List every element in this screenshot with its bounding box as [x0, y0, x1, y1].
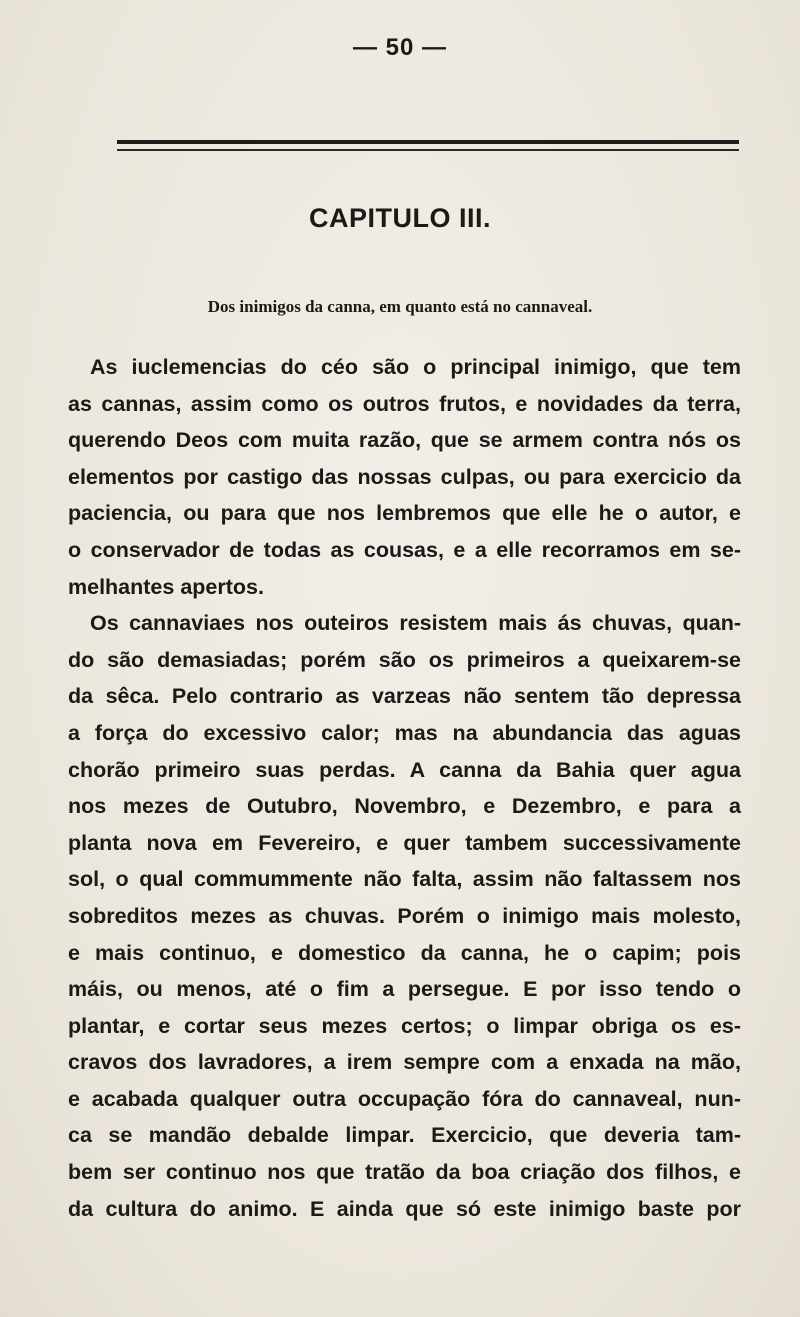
text-line: da sêca. Pelo contrario as varzeas não sentem tão depressa: [68, 684, 741, 709]
text-line: e acabada qualquer outra occupação fóra do cannaveal, nun-: [68, 1086, 741, 1111]
text-line: ca se mandão debalde limpar. Exercicio, que deveria tam-: [68, 1123, 741, 1148]
text-line: planta nova em Fevereiro, e quer tambem successivamente: [68, 830, 741, 855]
header-rule-thin: [117, 149, 739, 151]
text-line: do são demasiadas; porém são os primeiros a queixarem-se: [68, 647, 741, 672]
text-line: melhantes apertos.: [68, 574, 264, 599]
text-line: máis, ou menos, até o fim a persegue. E por isso tendo o: [68, 977, 741, 1002]
text-line: e mais continuo, e domestico da canna, he o capim; pois: [68, 940, 741, 965]
header-rule-thick: [117, 140, 739, 144]
header-rule: [117, 140, 739, 156]
page-number: — 50 —: [352, 34, 448, 61]
text-line: as cannas, assim como os outros frutos, e novidades da terra,: [68, 391, 741, 416]
text-line: a força do excessivo calor; mas na abundancia das aguas: [68, 720, 741, 745]
text-line: sobreditos mezes as chuvas. Porém o inimigo mais molesto,: [68, 903, 741, 928]
text-line: paciencia, ou para que nos lembremos que elle he o autor, e: [68, 501, 741, 526]
chapter-title: CAPITULO III.: [309, 203, 491, 233]
text-line: querendo Deos com muita razão, que se armem contra nós os: [68, 428, 741, 453]
text-line: o conservador de todas as cousas, e a elle recorramos em se-: [68, 537, 741, 562]
text-line: sol, o qual commummente não falta, assim não faltassem nos: [68, 867, 741, 892]
chapter-subtitle: Dos inimigos da canna, em quanto está no cannaveal.: [207, 297, 593, 316]
text-line: da cultura do animo. E ainda que só este inimigo baste por: [68, 1196, 741, 1221]
text-line: nos mezes de Outubro, Novembro, e Dezembro, e para a: [68, 794, 741, 819]
text-line: bem ser continuo nos que tratão da boa criação dos filhos, e: [68, 1160, 741, 1185]
text-line: Os cannaviaes nos outeiros resistem mais ás chuvas, quan-: [90, 611, 741, 636]
text-line: As iuclemencias do céo são o principal inimigo, que tem: [90, 355, 741, 379]
body-text: [68, 349, 741, 1227]
text-line: elementos por castigo das nossas culpas, ou para exercicio da: [68, 464, 741, 489]
text-line: cravos dos lavradores, a irem sempre com a enxada na mão,: [68, 1050, 741, 1075]
text-line: chorão primeiro suas perdas. A canna da Bahia quer agua: [68, 757, 741, 782]
text-line: plantar, e cortar seus mezes certos; o limpar obriga os es-: [68, 1013, 741, 1038]
